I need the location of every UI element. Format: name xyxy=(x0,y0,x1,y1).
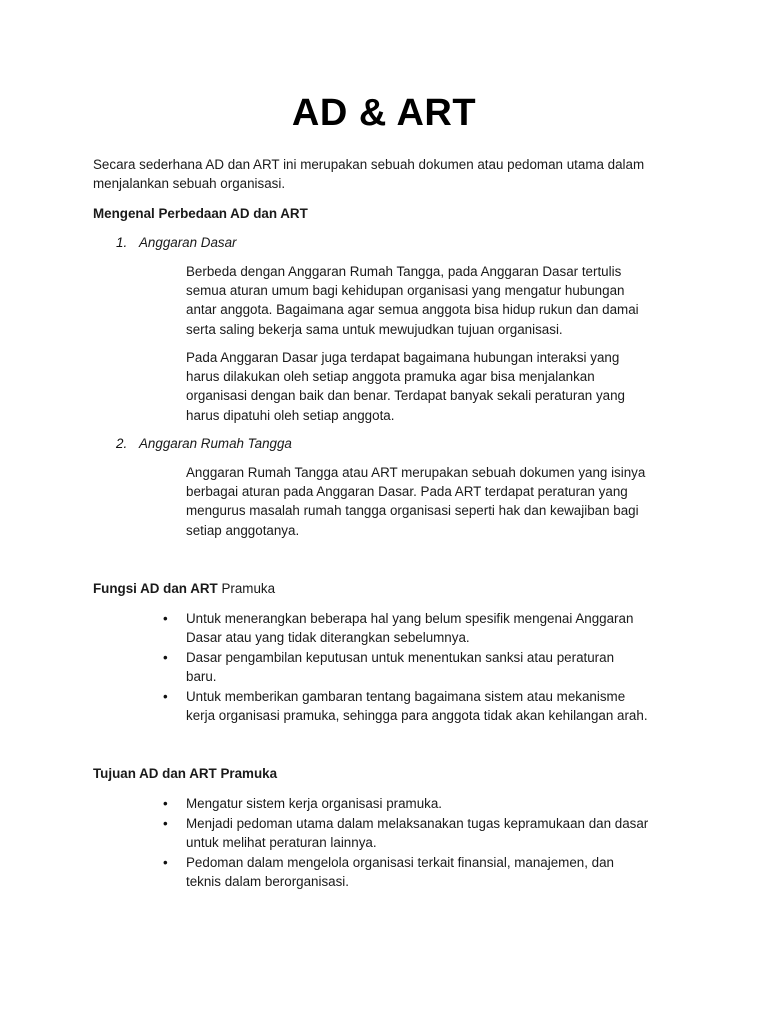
bullet-line: Untuk menerangkan beberapa hal yang belum spesifik mengenai Anggaran xyxy=(186,611,634,626)
list-number: 2. xyxy=(116,436,128,451)
bullet-item xyxy=(186,687,696,725)
bullet-line: kerja organisasi pramuka, sehingga para anggota tidak akan kehilangan arah. xyxy=(186,708,648,724)
paragraph-line: organisasi dengan baik dan benar. Terdapat banyak sekali peraturan yang xyxy=(186,388,625,404)
bullet-item xyxy=(186,648,686,686)
paragraph-line: harus dilakukan oleh setiap anggota pramuka agar bisa menjalankan xyxy=(186,369,595,385)
bullet-icon: • xyxy=(163,796,168,811)
bullet-item xyxy=(186,814,696,852)
bullet-line: untuk melihat peraturan lainnya. xyxy=(186,835,377,851)
paragraph-line: berbagai aturan pada Anggaran Dasar. Pada ART terdapat peraturan yang xyxy=(186,484,628,500)
paragraph-line: antar anggota. Bagaimana agar semua anggota bisa hidup rukun dan damai xyxy=(186,302,639,318)
heading-normal-part: Pramuka xyxy=(217,581,276,596)
bullet-line: baru. xyxy=(186,669,217,685)
bullet-icon: • xyxy=(163,816,168,831)
intro-paragraph xyxy=(93,155,693,193)
bullet-icon: • xyxy=(163,689,168,704)
list-item-label: Anggaran Dasar xyxy=(139,235,237,250)
bullet-line: Untuk memberikan gambaran tentang bagaimana sistem atau mekanisme xyxy=(186,689,626,704)
bullet-line: teknis dalam berorganisasi. xyxy=(186,874,350,890)
paragraph-line: mengurus masalah rumah tangga organisasi seperti hak dan kewajiban bagi xyxy=(186,503,639,519)
bullet-item xyxy=(186,794,686,813)
item-paragraph xyxy=(186,463,686,540)
bullet-item xyxy=(186,853,686,891)
bullet-icon: • xyxy=(163,650,168,665)
paragraph-line: serta saling bekerja sama untuk mewujudkan tujuan organisasi. xyxy=(186,321,563,337)
paragraph-line: Anggaran Rumah Tangga atau ART merupakan sebuah dokumen yang isinya xyxy=(186,465,646,480)
section-heading-perbedaan: Mengenal Perbedaan AD dan ART xyxy=(93,206,308,221)
bullet-line: Dasar pengambilan keputusan untuk menentukan sanksi atau peraturan xyxy=(186,650,615,665)
intro-line: menjalankan sebuah organisasi. xyxy=(93,176,286,192)
paragraph-line: Berbeda dengan Anggaran Rumah Tangga, pada Anggaran Dasar tertulis xyxy=(186,264,622,279)
paragraph-line: semua aturan umum bagi kehidupan organisasi yang mengatur hubungan xyxy=(186,283,625,299)
item-paragraph xyxy=(186,262,686,339)
bullet-item xyxy=(186,609,686,647)
section-heading-fungsi xyxy=(93,579,275,598)
list-number: 1. xyxy=(116,235,128,250)
paragraph-line: harus dipatuhi oleh setiap anggota. xyxy=(186,407,395,423)
section-heading-tujuan: Tujuan AD dan ART Pramuka xyxy=(93,766,278,781)
bullet-line: Mengatur sistem kerja organisasi pramuka. xyxy=(186,796,443,811)
heading-bold-part: Fungsi AD dan ART xyxy=(93,581,218,596)
bullet-line: Dasar atau yang tidak diterangkan sebelumnya. xyxy=(186,630,470,646)
bullet-icon: • xyxy=(163,611,168,626)
bullet-line: Menjadi pedoman utama dalam melaksanakan tugas kepramukaan dan dasar xyxy=(186,816,649,831)
list-item-label: Anggaran Rumah Tangga xyxy=(139,436,292,451)
item-paragraph xyxy=(186,348,686,425)
paragraph-line: setiap anggotanya. xyxy=(186,522,300,538)
paragraph-line: Pada Anggaran Dasar juga terdapat bagaimana hubungan interaksi yang xyxy=(186,350,620,365)
intro-line: Secara sederhana AD dan ART ini merupakan sebuah dokumen atau pedoman utama dalam xyxy=(93,157,645,172)
bullet-icon: • xyxy=(163,855,168,870)
bullet-line: Pedoman dalam mengelola organisasi terkait finansial, manajemen, dan xyxy=(186,855,615,870)
document-title: AD & ART xyxy=(291,92,477,134)
